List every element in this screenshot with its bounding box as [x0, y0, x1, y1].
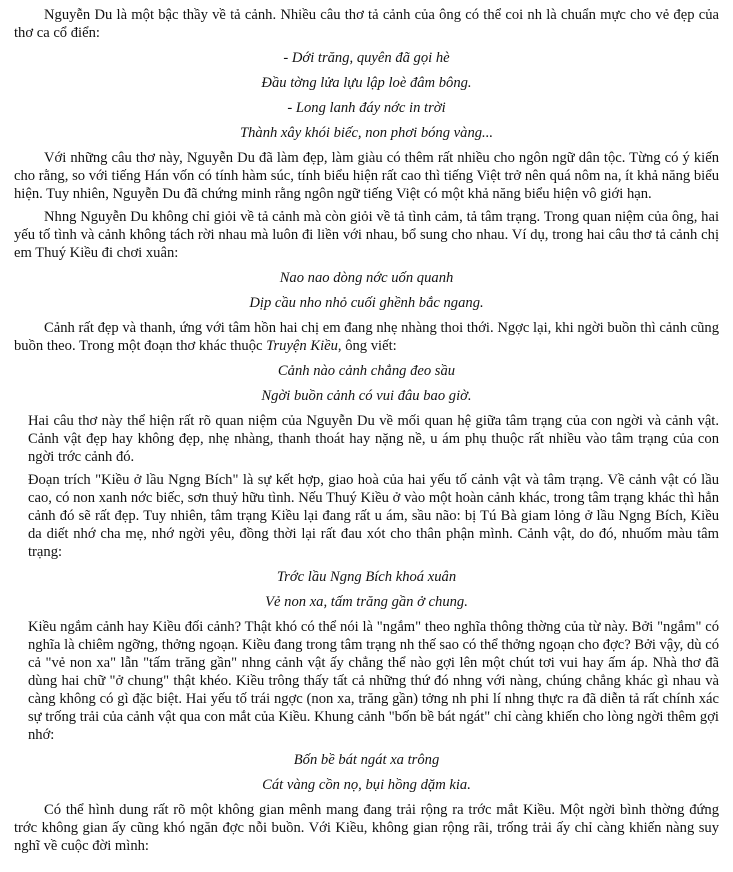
verse-line: Cát vàng cồn nọ, bụi hồng dặm kia.	[262, 777, 471, 793]
paragraph-gazing: Kiều ngắm cảnh hay Kiều đối cảnh? Thật khó có thể nói là "ngắm" theo nghĩa thông thờng của từ này. Bởi "ngắm" có nghĩa là chiêm ngỡng, thởng ngoạn. Kiều đang trong tâm trạng nh thế sao có thể thởng ngoạn cho đợc? Bởi vậy, dù có cả "vẻ non xa" lẫn "tấm trăng gần" nhng cảnh vật ấy chẳng thể nào gợi lên một chút tơi vui hay ấm áp. Nhà thơ đã dùng hai chữ "ở chung" thật khéo. Kiều trông thấy tất cả những thứ đó nhng với nàng, chúng chẳng khác gì nhau và càng không có gì đặc biệt. Hai yếu tố trái ngợc (non xa, trăng gần) tởng nh phi lí nhng thực ra đã diễn tả rất chính xác sự trống trải của cảnh vật qua con mắt của Kiều. Khung cảnh "bốn bề bát ngát" chỉ càng khiến cho lòng ngời thêm gợi nhớ:	[28, 619, 719, 743]
verse-line: Đầu tờng lửa lựu lập loè đâm bông.	[261, 75, 472, 91]
verse-block-1	[14, 49, 719, 142]
text-segment: Cảnh rất đẹp và thanh, ứng với tâm hồn hai chị em đang nhẹ nhàng thoi thới. Ngợc lại, khi ngời buồn thì cảnh cũng buồn theo. Trong một đoạn thơ khác thuộc	[14, 320, 719, 354]
paragraph-emotion: Nhng Nguyễn Du không chỉ giỏi về tả cảnh mà còn giỏi về tả tình cảm, tả tâm trạng. Trong quan niệm của ông, hai yếu tố tình và cảnh không tách rời nhau mà luôn đi liền với nhau, bổ sung cho nhau. Ví dụ, trong hai câu thơ tả cảnh chị em Thuý Kiều đi chơi xuân:	[14, 209, 719, 261]
verse-line: Thành xây khói biếc, non phơi bóng vàng...	[239, 125, 493, 141]
book-title: Truyện Kiều	[266, 338, 338, 354]
verse-line: Dịp cầu nho nhỏ cuối ghềnh bắc ngang.	[249, 295, 484, 311]
paragraph-intro: Nguyễn Du là một bậc thầy về tả cảnh. Nhiều câu thơ tả cảnh của ông có thể coi nh là chuẩn mực cho vẻ đẹp của thơ ca cổ điển:	[14, 7, 719, 41]
paragraph-relationship: Hai câu thơ này thể hiện rất rõ quan niệm của Nguyễn Du về mối quan hệ giữa tâm trạng của con ngời và cảnh vật. Cảnh vật đẹp hay không đẹp, nhẹ nhàng, thanh thoát hay nặng nề, u ám phụ thuộc rất nhiều vào tâm trạng của con ngời trớc cảnh đó.	[28, 413, 719, 465]
verse-line: - Dới trăng, quyên đã gọi hè	[283, 50, 450, 66]
verse-line: Ngời buồn cảnh có vui đâu bao giờ.	[261, 388, 472, 404]
verse-line: Trớc lầu Ngng Bích khoá xuân	[276, 569, 457, 585]
verse-block-4	[14, 568, 719, 611]
paragraph-space: Có thể hình dung rất rõ một không gian mênh mang đang trải rộng ra trớc mắt Kiều. Một ngời bình thờng đứng trớc không gian ấy cũng khó ngăn đợc nỗi buồn. Với Kiều, không gian rộng rãi, trống trải ấy chỉ càng khiến nàng suy nghĩ về cuộc đời mình:	[14, 802, 719, 854]
verse-line: Vẻ non xa, tấm trăng gần ở chung.	[265, 594, 468, 610]
paragraph-language: Với những câu thơ này, Nguyễn Du đã làm đẹp, làm giàu có thêm rất nhiều cho ngôn ngữ dân tộc. Từng có ý kiến cho rằng, so với tiếng Hán vốn có tính hàm súc, tính biểu hiện rất cao thì tiếng Việt trở nên quá nôm na, ít khả năng biểu hiện. Tuy nhiên, Nguyễn Du đã chứng minh rằng ngôn ngữ tiếng Việt có một khả năng biểu hiện vô giới hạn.	[14, 150, 719, 202]
verse-block-2	[14, 269, 719, 312]
verse-line: Cảnh nào cảnh chẳng đeo sầu	[277, 363, 456, 379]
paragraph-excerpt: Đoạn trích "Kiều ở lầu Ngng Bích" là sự kết hợp, giao hoà của hai yếu tố cảnh vật và tâm trạng. Về cảnh vật có lầu cao, có non xanh nớc biếc, sơn thuỷ hữu tình. Nếu Thuý Kiều ở vào một hoàn cảnh khác, trong tâm trạng khác thì hẳn cảnh đó sẽ rất đẹp. Tuy nhiên, tâm trạng Kiều lại đang rất u ám, sầu não: bị Tú Bà giam lỏng ở lầu Ngng Bích, Kiều da diết nhớ cha mẹ, nhớ ngời yêu, đồng thời lại rất đau xót cho thân phận mình. Cảnh vật, do đó, nhuốm màu tâm trạng:	[28, 472, 719, 560]
text-segment: , ông viết:	[337, 338, 397, 354]
verse-line: Nao nao dòng nớc uốn quanh	[279, 270, 454, 286]
verse-block-3	[14, 362, 719, 405]
verse-block-5	[14, 751, 719, 794]
verse-line: - Long lanh đáy nớc in trời	[287, 100, 446, 116]
paragraph-scenery-mood	[14, 319, 719, 355]
verse-line: Bốn bề bát ngát xa trông	[293, 752, 440, 768]
